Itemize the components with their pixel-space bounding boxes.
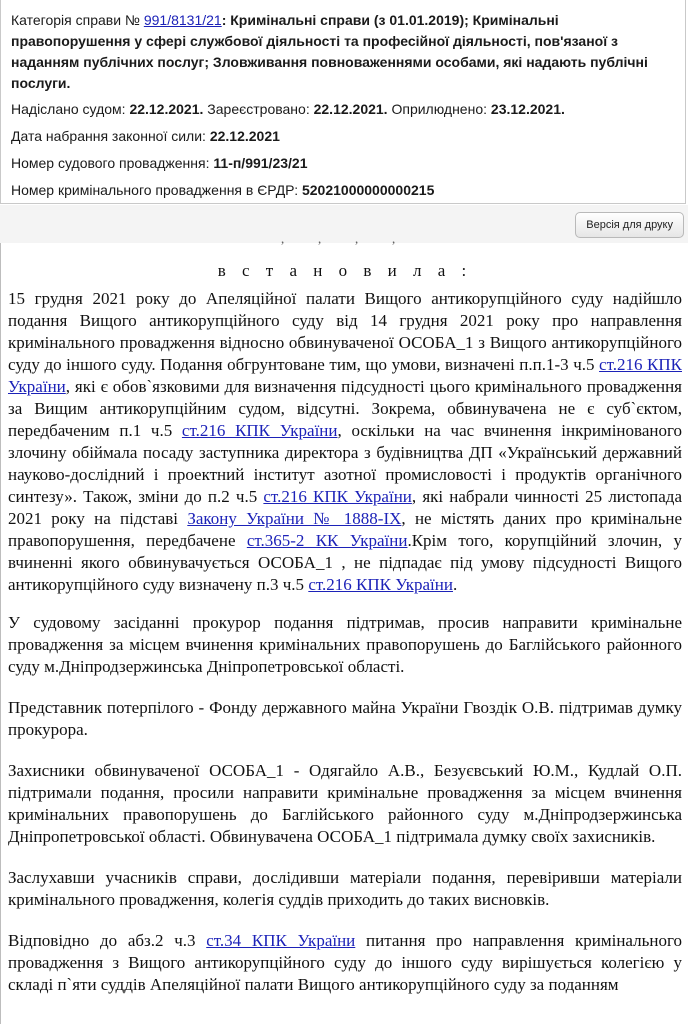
- case-info-panel: [0, 0, 686, 204]
- paragraph-2: У судовому засіданні прокурор подання підтримав, просив направити кримінальне провадження за місцем вчинення кримінальних правопорушень до Баглійського районного суду м.Дніпродзержинська Дніпропетровської області.: [8, 613, 682, 676]
- law-link-7[interactable]: ст.34 КПК України: [206, 931, 356, 950]
- court-proc-value: 11-п/991/23/21: [213, 155, 308, 171]
- force-label: Дата набрання законної сили:: [11, 128, 206, 144]
- published-label: Оприлюднено:: [391, 101, 488, 117]
- registered-label: Зареєстровано:: [207, 101, 310, 117]
- law-link-3[interactable]: ст.216 КПК України: [263, 487, 412, 506]
- erdr-row: [11, 180, 673, 206]
- paragraph-3: Представник потерпілого - Фонду державного майна України Гвоздік О.В. підтримав думку прокурора.: [8, 698, 682, 739]
- paragraph-1: [8, 288, 682, 596]
- p1-text-4: , які набрали чинності 25 листопада 2021 року на підставі: [8, 487, 682, 528]
- published-value: 23.12.2021.: [490, 101, 565, 117]
- p6-text-2: питання про направлення кримінального провадження з Вищого антикорупційного суду до іншого суду вирішується колегією у складі п`яти суддів Апеляційної палати Вищого антикорупційного суду за поданням: [8, 931, 683, 994]
- sent-label: Надіслано судом:: [11, 101, 126, 117]
- erdr-label: Номер кримінального провадження в ЄРДР:: [11, 182, 299, 198]
- print-version-button[interactable]: Версія для друку: [575, 212, 684, 238]
- paragraph-4: Захисники обвинуваченої ОСОБА_1 - Одягайло А.В., Безуєвський Ю.М., Кудлай О.П. підтримали подання, просили направити кримінальне провадження за місцем вчинення кримінальних правопорушень до Баглійського районного суду м.Дніпродзержинська Дніпропетровської області. Обвинувачена ОСОБА_1 підтримала думку своїх захисників.: [8, 761, 682, 846]
- registered-value: 22.12.2021.: [313, 101, 388, 117]
- document-paragraphs: [8, 288, 682, 996]
- case-category: [11, 10, 673, 94]
- p6-text-1: Відповідно до абз.2 ч.3: [8, 931, 207, 950]
- category-text: : Кримінальні справи (з 01.01.2019); Кримінальні правопорушення у сфері службової діяльності та професійної діяльності, пов'язаної з наданням публічних послуг; Зловживання повноваженнями особами, які надають публічні послуги.: [11, 12, 648, 91]
- cropped-text-line: , , , ,: [281, 231, 402, 246]
- law-link-6[interactable]: ст.216 КПК України: [308, 575, 453, 594]
- force-value: 22.12.2021: [209, 128, 280, 144]
- p1-text-3: , оскільки на час вчинення інкримінованого злочину обіймала посаду заступника директора з будівництва ДП «Український державний науково-дослідний і проектний інститут азотної промисловості і продуктів органічного синтезу». Також, зміни до п.2 ч.5: [8, 421, 683, 506]
- p1-text-5: , не містять даних про кримінальне правопорушення, передбачене: [8, 509, 683, 550]
- p1-text-6: .Крім того, корупційний злочин, у вчиненні якого обвинувачується ОСОБА_1 , не підпадає під умову підсудності Вищого антикорупційного суду визначену п.3 ч.5: [8, 531, 682, 594]
- erdr-value: 52021000000000215: [301, 182, 435, 198]
- paragraph-6: [8, 930, 682, 996]
- category-label: Категорія справи №: [11, 12, 140, 28]
- sent-value: 22.12.2021.: [129, 101, 204, 117]
- law-link-2[interactable]: ст.216 КПК України: [181, 421, 338, 440]
- case-number-link[interactable]: 991/8131/21: [143, 12, 222, 28]
- document-body: [0, 231, 688, 1024]
- paragraph-5: Заслухавши учасників справи, дослідивши матеріали подання, перевіривши матеріали кримінального провадження, колегія суддів приходить до таких висновків.: [8, 868, 682, 909]
- p1-text-1: 15 грудня 2021 року до Апеляційної палати Вищого антикорупційного суду надійшло подання Вищого антикорупційного суду від 14 грудня 2021 року про направлення кримінального провадження відносно обвинуваченої ОСОБА_1 з Вищого антикорупційного суду до іншого суду. Подання обгрунтоване тим, що умови, визначені п.п.1-3 ч.5: [8, 289, 682, 374]
- court-proceeding-row: [11, 153, 673, 179]
- law-link-5[interactable]: ст.365-2 КК України: [246, 531, 408, 550]
- legal-force-row: [11, 126, 673, 152]
- court-proc-label: Номер судового провадження:: [11, 155, 210, 171]
- p1-text-2: , які є обов`язковими для визначення підсудності цього кримінального провадження за Вищим антикорупційним судом, відсутні. Зокрема, обвинувачена не є суб`єктом, передбаченим п.1 ч.5: [8, 377, 682, 440]
- law-link-1[interactable]: ст.216 КПК України: [8, 355, 682, 396]
- section-heading: в с т а н о в и л а :: [217, 261, 473, 280]
- law-link-4[interactable]: Закону України № 1888-IX: [187, 509, 402, 528]
- p1-text-7: .: [452, 575, 458, 594]
- dates-row: [11, 99, 673, 125]
